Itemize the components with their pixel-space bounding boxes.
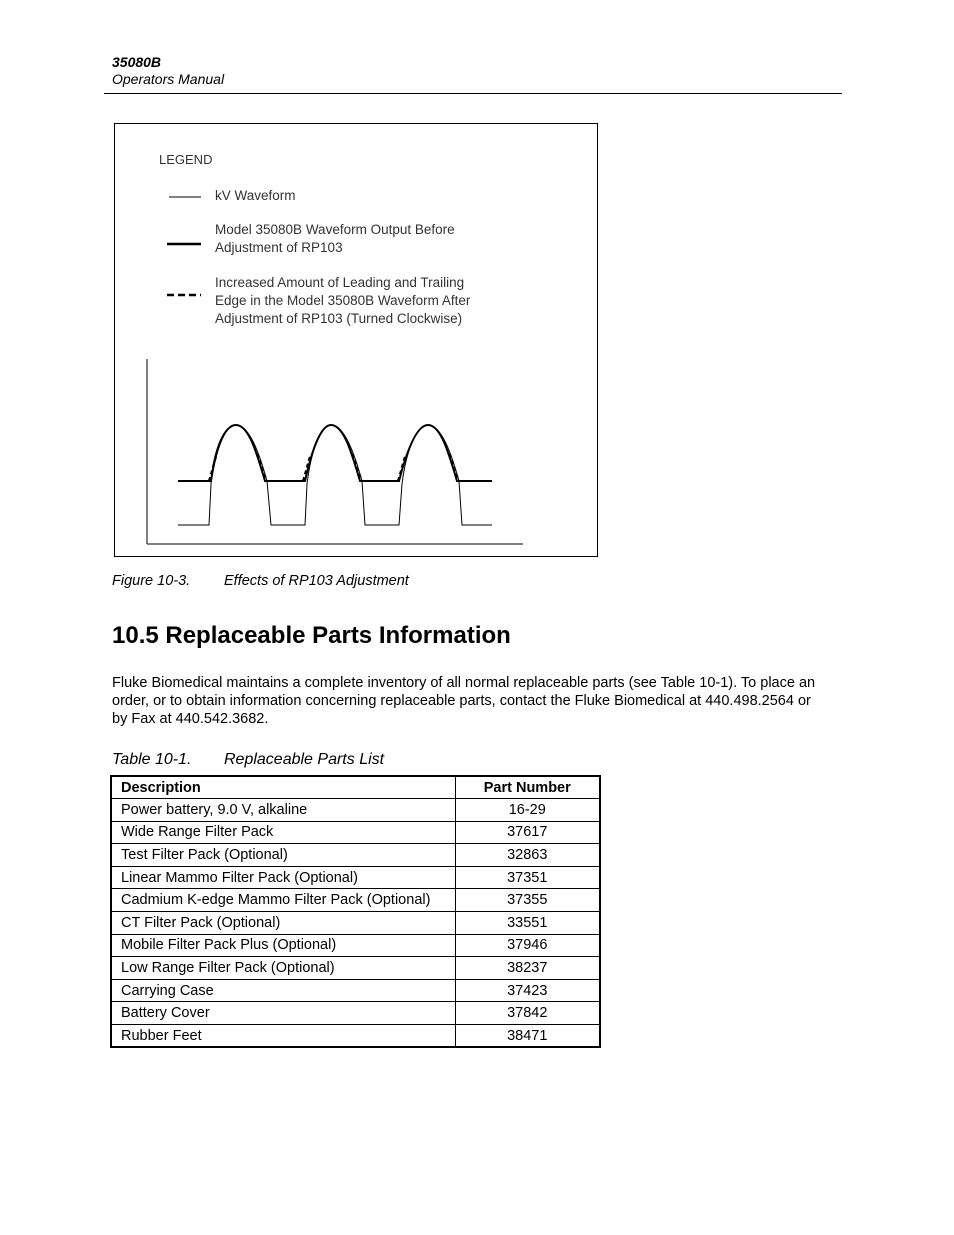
part-description: Cadmium K-edge Mammo Filter Pack (Optional) [111, 889, 455, 912]
table-row [111, 799, 600, 822]
table-caption-number: Table 10-1. [112, 751, 192, 768]
part-number: 38237 [455, 957, 600, 980]
part-description: Battery Cover [111, 1002, 455, 1025]
table-caption-title: Replaceable Parts List [224, 751, 385, 768]
legend-title: LEGEND [159, 152, 213, 167]
waveform-drawing [115, 124, 599, 558]
page-header [112, 54, 224, 88]
section-heading: 10.5 Replaceable Parts Information [112, 622, 511, 649]
table-row [111, 979, 600, 1002]
figure-caption [112, 573, 409, 589]
table-row [111, 934, 600, 957]
part-number: 16-29 [455, 799, 600, 822]
part-number: 37351 [455, 866, 600, 889]
part-number: 37842 [455, 1002, 600, 1025]
part-number: 37617 [455, 821, 600, 844]
part-description: Test Filter Pack (Optional) [111, 844, 455, 867]
part-number: 37946 [455, 934, 600, 957]
part-description: Carrying Case [111, 979, 455, 1002]
table-row [111, 912, 600, 935]
table-row [111, 844, 600, 867]
part-description: Low Range Filter Pack (Optional) [111, 957, 455, 980]
header-manual-title: Operators Manual [112, 71, 225, 87]
part-number: 32863 [455, 844, 600, 867]
table-row [111, 1002, 600, 1025]
table-row [111, 1025, 600, 1048]
header-rule [104, 93, 842, 94]
figure-caption-number: Figure 10-3. [112, 573, 191, 589]
table-row [111, 957, 600, 980]
legend-text-after-adjustment: Increased Amount of Leading and Trailing Edge in the Model 35080B Waveform After Adjustment of RP103 (Turned Clockwise) [215, 275, 471, 326]
part-description: Rubber Feet [111, 1025, 455, 1048]
waveform-figure [114, 123, 598, 557]
part-description: CT Filter Pack (Optional) [111, 912, 455, 935]
legend-text-before-adjustment: Model 35080B Waveform Output Before Adjustment of RP103 [215, 222, 455, 255]
part-number: 38471 [455, 1025, 600, 1048]
output-waveform-after-dashed [209, 454, 459, 481]
figure-caption-title: Effects of RP103 Adjustment [224, 573, 409, 589]
table-caption [112, 751, 384, 769]
kv-waveform-line [178, 425, 492, 525]
replaceable-parts-table [110, 775, 601, 1048]
part-description: Mobile Filter Pack Plus (Optional) [111, 934, 455, 957]
column-header-part-number: Part Number [455, 776, 600, 799]
section-paragraph: Fluke Biomedical maintains a complete inventory of all normal replaceable parts (see Table 10-1). To place an order, or to obtain information concerning replaceable parts, contact the Fluke Biomedical at 440.498.2564 or by Fax at 440.542.3682. [112, 675, 816, 727]
table-row [111, 821, 600, 844]
part-description: Linear Mammo Filter Pack (Optional) [111, 866, 455, 889]
table-row [111, 889, 600, 912]
legend-text-kv-waveform: kV Waveform [215, 188, 296, 203]
part-number: 37355 [455, 889, 600, 912]
output-waveform-before-line [178, 425, 492, 481]
table-header-row [111, 776, 600, 799]
column-header-description: Description [111, 776, 455, 799]
part-description: Wide Range Filter Pack [111, 821, 455, 844]
table-row [111, 866, 600, 889]
part-number: 37423 [455, 979, 600, 1002]
part-number: 33551 [455, 912, 600, 935]
part-description: Power battery, 9.0 V, alkaline [111, 799, 455, 822]
header-model: 35080B [112, 54, 162, 70]
